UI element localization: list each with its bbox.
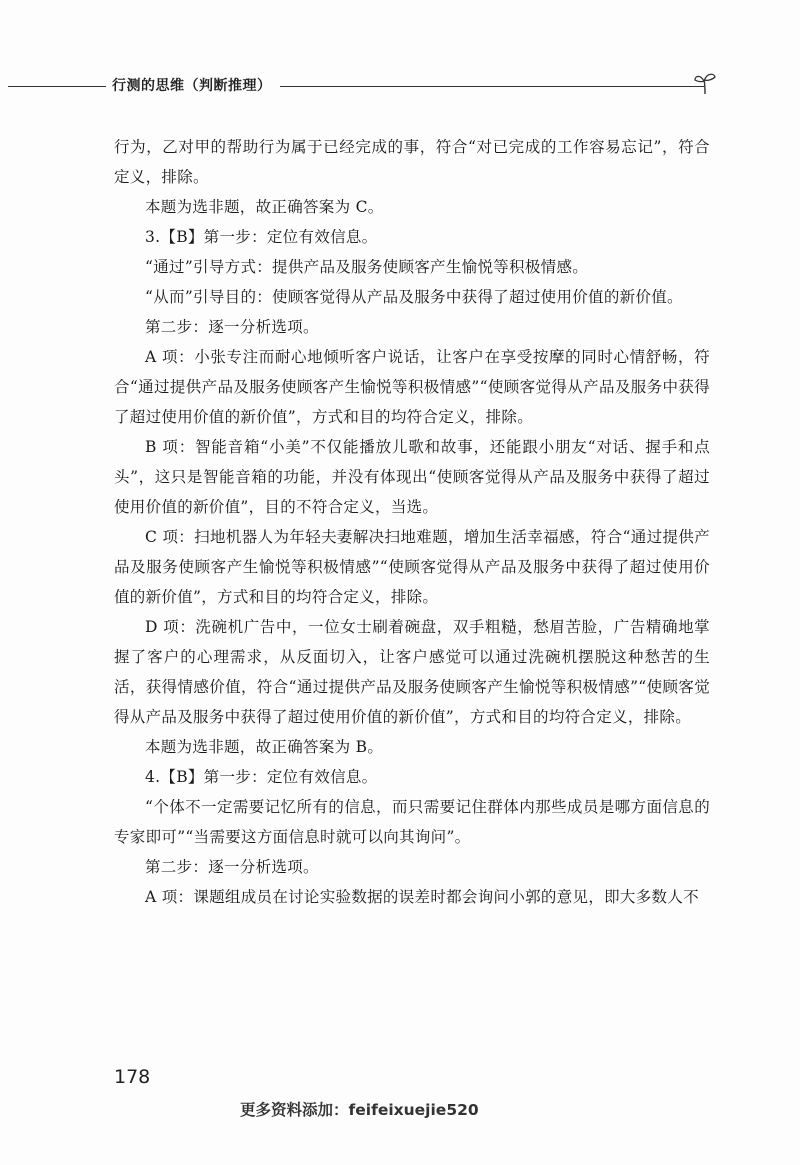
header-rule-left xyxy=(8,86,106,87)
paragraph: A 项：小张专注而耐心地倾听客户说话，让客户在享受按摩的同时心情舒畅，符合“通过提供产品及服务使顾客产生愉悦等积极情感”“使顾客觉得从产品及服务中获得了超过使用价值的新价值”，方式和目的均符合定义，排除。 xyxy=(114,348,710,426)
paragraph: A 项：课题组成员在讨论实验数据的误差时都会询问小郭的意见，即大多数人不 xyxy=(145,888,699,906)
paragraph: B 项：智能音箱“小美”不仅能播放儿歌和故事，还能跟小朋友“对话、握手和点头”，这只是智能音箱的功能，并没有体现出“使顾客觉得从产品及服务中获得了超过使用价值的新价值”，目的不符合定义，当选。 xyxy=(114,438,710,516)
paragraph: “从而”引导目的：使顾客觉得从产品及服务中获得了超过使用价值的新价值。 xyxy=(145,288,683,306)
paragraph: 第二步：逐一分析选项。 xyxy=(145,858,319,876)
paragraph: 4.【B】第一步：定位有效信息。 xyxy=(145,768,378,786)
running-header xyxy=(8,70,720,100)
header-rule-right xyxy=(280,86,704,87)
page-number: 178 xyxy=(114,1066,151,1088)
paragraph: “通过”引导方式：提供产品及服务使顾客产生愉悦等积极情感。 xyxy=(145,258,589,276)
paragraph: D 项：洗碗机广告中，一位女士刷着碗盘，双手粗糙，愁眉苦脸，广告精确地掌握了客户的心理需求，从反面切入，让客户感觉可以通过洗碗机摆脱这种愁苦的生活，获得情感价值，符合“通过提供产品及服务使顾客产生愉悦等积极情感”“使顾客觉得从产品及服务中获得了超过使用价值的新价值”，方式和目的均符合定义，排除。 xyxy=(114,618,710,726)
footer-note: 更多资料添加：feifeixuejie520 xyxy=(240,1101,479,1119)
paragraph: “个体不一定需要记忆所有的信息，而只需要记住群体内那些成员是哪方面信息的专家即可”“当需要这方面信息时就可以向其询问”。 xyxy=(114,798,710,846)
paragraph: 本题为选非题，故正确答案为 B。 xyxy=(145,738,384,756)
paragraph: 3.【B】第一步：定位有效信息。 xyxy=(145,228,378,246)
body-text xyxy=(114,132,710,912)
header-title: 行测的思维（判断推理） xyxy=(112,78,272,94)
paragraph: 第二步：逐一分析选项。 xyxy=(145,318,319,336)
paragraph: 本题为选非题，故正确答案为 C。 xyxy=(145,198,384,216)
paragraph: 行为，乙对甲的帮助行为属于已经完成的事，符合“对已完成的工作容易忘记”，符合定义，排除。 xyxy=(114,138,710,186)
sprout-icon xyxy=(692,70,718,96)
paragraph: C 项：扫地机器人为年轻夫妻解决扫地难题，增加生活幸福感，符合“通过提供产品及服务使顾客产生愉悦等积极情感”“使顾客觉得从产品及服务中获得了超过使用价值的新价值”，方式和目的均符合定义，排除。 xyxy=(114,528,710,606)
